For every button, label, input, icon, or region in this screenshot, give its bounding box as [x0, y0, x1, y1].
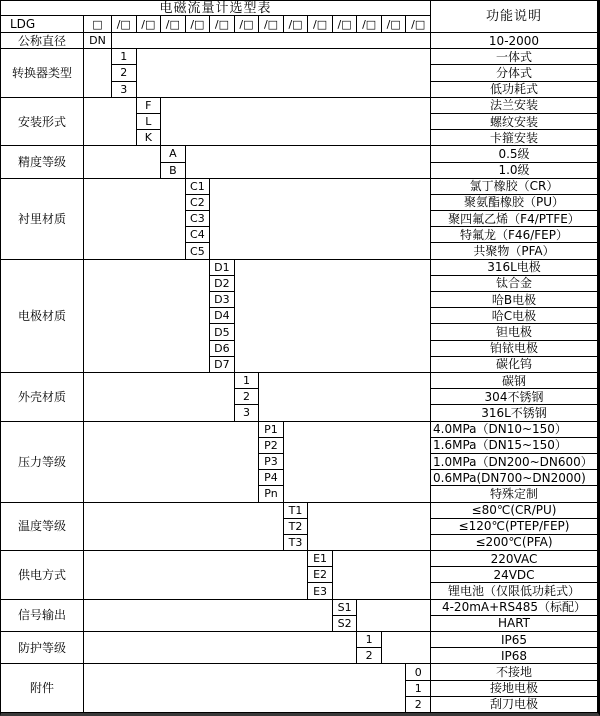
description-cell: 304不锈钢	[431, 389, 598, 405]
filler-right-cell	[357, 600, 431, 632]
filler-left-cell	[84, 664, 406, 713]
description-cell: 碳钢	[431, 373, 598, 389]
model-slot-cell: /□	[235, 16, 260, 33]
filler-right-cell	[333, 551, 431, 600]
code-cell: E3	[308, 583, 333, 599]
code-cell: P2	[259, 438, 284, 454]
code-cell: Pn	[259, 486, 284, 502]
code-cell: C4	[186, 227, 211, 243]
model-slot-cell: /□	[382, 16, 407, 33]
description-cell: 接地电极	[431, 681, 598, 697]
code-cell: C1	[186, 179, 211, 195]
code-cell: S1	[333, 600, 358, 616]
filler-right-cell	[284, 422, 431, 503]
code-cell: K	[137, 130, 162, 146]
code-cell: D6	[210, 341, 235, 357]
category-cell: 安装形式	[1, 98, 84, 147]
code-cell: D3	[210, 292, 235, 308]
code-cell: 0	[406, 664, 431, 680]
filler-right-cell	[137, 49, 431, 98]
category-cell: 精度等级	[1, 146, 84, 178]
code-cell: 2	[406, 697, 431, 713]
model-slot-cell: /□	[259, 16, 284, 33]
code-cell: E1	[308, 551, 333, 567]
description-cell: HART	[431, 616, 598, 632]
code-cell: 2	[112, 65, 137, 81]
description-cell: 聚氨酯橡胶（PU）	[431, 195, 598, 211]
model-slot-cell: /□	[112, 16, 137, 33]
description-cell: 10-2000	[431, 33, 598, 49]
category-cell: 衬里材质	[1, 179, 84, 260]
model-slot-cell: /□	[186, 16, 211, 33]
model-slot-cell: /□	[210, 16, 235, 33]
code-cell: T2	[284, 519, 309, 535]
description-cell: IP65	[431, 632, 598, 648]
description-cell: 4.0MPa（DN10~150）	[431, 422, 598, 438]
description-cell: 1.6MPa（DN15~150）	[431, 438, 598, 454]
model-slot-cell: /□	[161, 16, 186, 33]
model-slot-cell: /□	[357, 16, 382, 33]
code-cell: C3	[186, 211, 211, 227]
code-cell: P4	[259, 470, 284, 486]
category-cell: 外壳材质	[1, 373, 84, 422]
code-cell: 2	[235, 389, 260, 405]
code-cell: S2	[333, 616, 358, 632]
description-cell: 不接地	[431, 664, 598, 680]
category-cell: 供电方式	[1, 551, 84, 600]
description-cell: 铂铱电极	[431, 341, 598, 357]
description-cell: ≤120℃(PTEP/FEP)	[431, 519, 598, 535]
filler-left-cell	[84, 600, 333, 632]
model-slot-cell: /□	[137, 16, 162, 33]
description-cell: 氯丁橡胶（CR）	[431, 179, 598, 195]
code-cell: D1	[210, 260, 235, 276]
code-cell: 1	[406, 681, 431, 697]
category-cell: 信号输出	[1, 600, 84, 632]
filler-right-cell	[259, 373, 431, 422]
filler-left-cell	[84, 373, 235, 422]
description-cell: 316L不锈钢	[431, 405, 598, 421]
code-cell: B	[161, 163, 186, 179]
filler-left-cell	[84, 503, 284, 552]
category-cell: 温度等级	[1, 503, 84, 552]
filler-left-cell	[84, 632, 357, 664]
filler-right-cell	[186, 146, 431, 178]
description-cell: 特殊定制	[431, 486, 598, 502]
code-cell: DN	[84, 33, 112, 49]
description-cell: 4-20mA+RS485（标配）	[431, 600, 598, 616]
filler-left-cell	[84, 98, 137, 147]
filler-left-cell	[84, 146, 161, 178]
description-cell: 1.0级	[431, 163, 598, 179]
category-cell: 转换器类型	[1, 49, 84, 98]
model-slot-cell: /□	[406, 16, 431, 33]
description-cell: ≤80℃(CR/PU)	[431, 503, 598, 519]
filler-left-cell	[84, 49, 112, 98]
description-cell: 哈B电极	[431, 292, 598, 308]
code-cell: P1	[259, 422, 284, 438]
filler-right-cell	[235, 260, 431, 373]
code-cell: D7	[210, 357, 235, 373]
filler-left-cell	[84, 260, 210, 373]
description-cell: 0.6MPa(DN700~DN2000)	[431, 470, 598, 486]
model-first-slot-cell: □	[84, 16, 112, 33]
filler-left-cell	[84, 422, 259, 503]
filler-right-cell	[210, 179, 431, 260]
description-cell: 共聚物（PFA）	[431, 243, 598, 259]
model-slot-cell: /□	[308, 16, 333, 33]
filler-left-cell	[84, 551, 308, 600]
description-cell: 哈C电极	[431, 308, 598, 324]
filler-right-cell	[161, 98, 431, 147]
category-cell: 公称直径	[1, 33, 84, 49]
description-cell: 碳化钨	[431, 357, 598, 373]
filler-right-cell	[112, 33, 431, 49]
code-cell: 3	[235, 405, 260, 421]
code-cell: C5	[186, 243, 211, 259]
code-cell: D5	[210, 324, 235, 340]
code-cell: 3	[112, 82, 137, 98]
code-cell: D4	[210, 308, 235, 324]
description-cell: 316L电极	[431, 260, 598, 276]
model-slot-cell: /□	[284, 16, 309, 33]
table-title: 电磁流量计选型表	[1, 1, 431, 16]
code-cell: C2	[186, 195, 211, 211]
description-cell: 特氟龙（F46/FEP）	[431, 227, 598, 243]
description-cell: 锂电池（仅限低功耗式）	[431, 583, 598, 599]
description-cell: 一体式	[431, 49, 598, 65]
category-cell: 压力等级	[1, 422, 84, 503]
code-cell: T1	[284, 503, 309, 519]
description-cell: 聚四氟乙烯（F4/PTFE）	[431, 211, 598, 227]
description-cell: 24VDC	[431, 567, 598, 583]
description-cell: 刮刀电极	[431, 697, 598, 713]
code-cell: P3	[259, 454, 284, 470]
description-cell: IP68	[431, 648, 598, 664]
model-slot-cell: /□	[333, 16, 358, 33]
category-cell: 电极材质	[1, 260, 84, 373]
model-prefix-cell: LDG	[1, 16, 84, 33]
code-cell: 2	[357, 648, 382, 664]
description-cell: 钛合金	[431, 276, 598, 292]
description-cell: ≤200℃(PFA)	[431, 535, 598, 551]
filler-left-cell	[84, 179, 186, 260]
description-cell: 低功耗式	[431, 82, 598, 98]
category-cell: 防护等级	[1, 632, 84, 664]
code-cell: E2	[308, 567, 333, 583]
description-cell: 螺纹安装	[431, 114, 598, 130]
code-cell: A	[161, 146, 186, 162]
category-cell: 附件	[1, 664, 84, 713]
description-cell: 法兰安装	[431, 98, 598, 114]
filler-right-cell	[382, 632, 431, 664]
filler-right-cell	[308, 503, 431, 552]
description-cell: 1.0MPa（DN200~DN600）	[431, 454, 598, 470]
code-cell: 1	[112, 49, 137, 65]
description-cell: 分体式	[431, 65, 598, 81]
description-cell: 0.5级	[431, 146, 598, 162]
code-cell: F	[137, 98, 162, 114]
description-cell: 卡箍安装	[431, 130, 598, 146]
code-cell: 1	[235, 373, 260, 389]
code-cell: L	[137, 114, 162, 130]
description-cell: 220VAC	[431, 551, 598, 567]
function-description-header: 功能说明	[431, 1, 598, 33]
code-cell: D2	[210, 276, 235, 292]
code-cell: 1	[357, 632, 382, 648]
description-cell: 钽电极	[431, 324, 598, 340]
code-cell: T3	[284, 535, 309, 551]
